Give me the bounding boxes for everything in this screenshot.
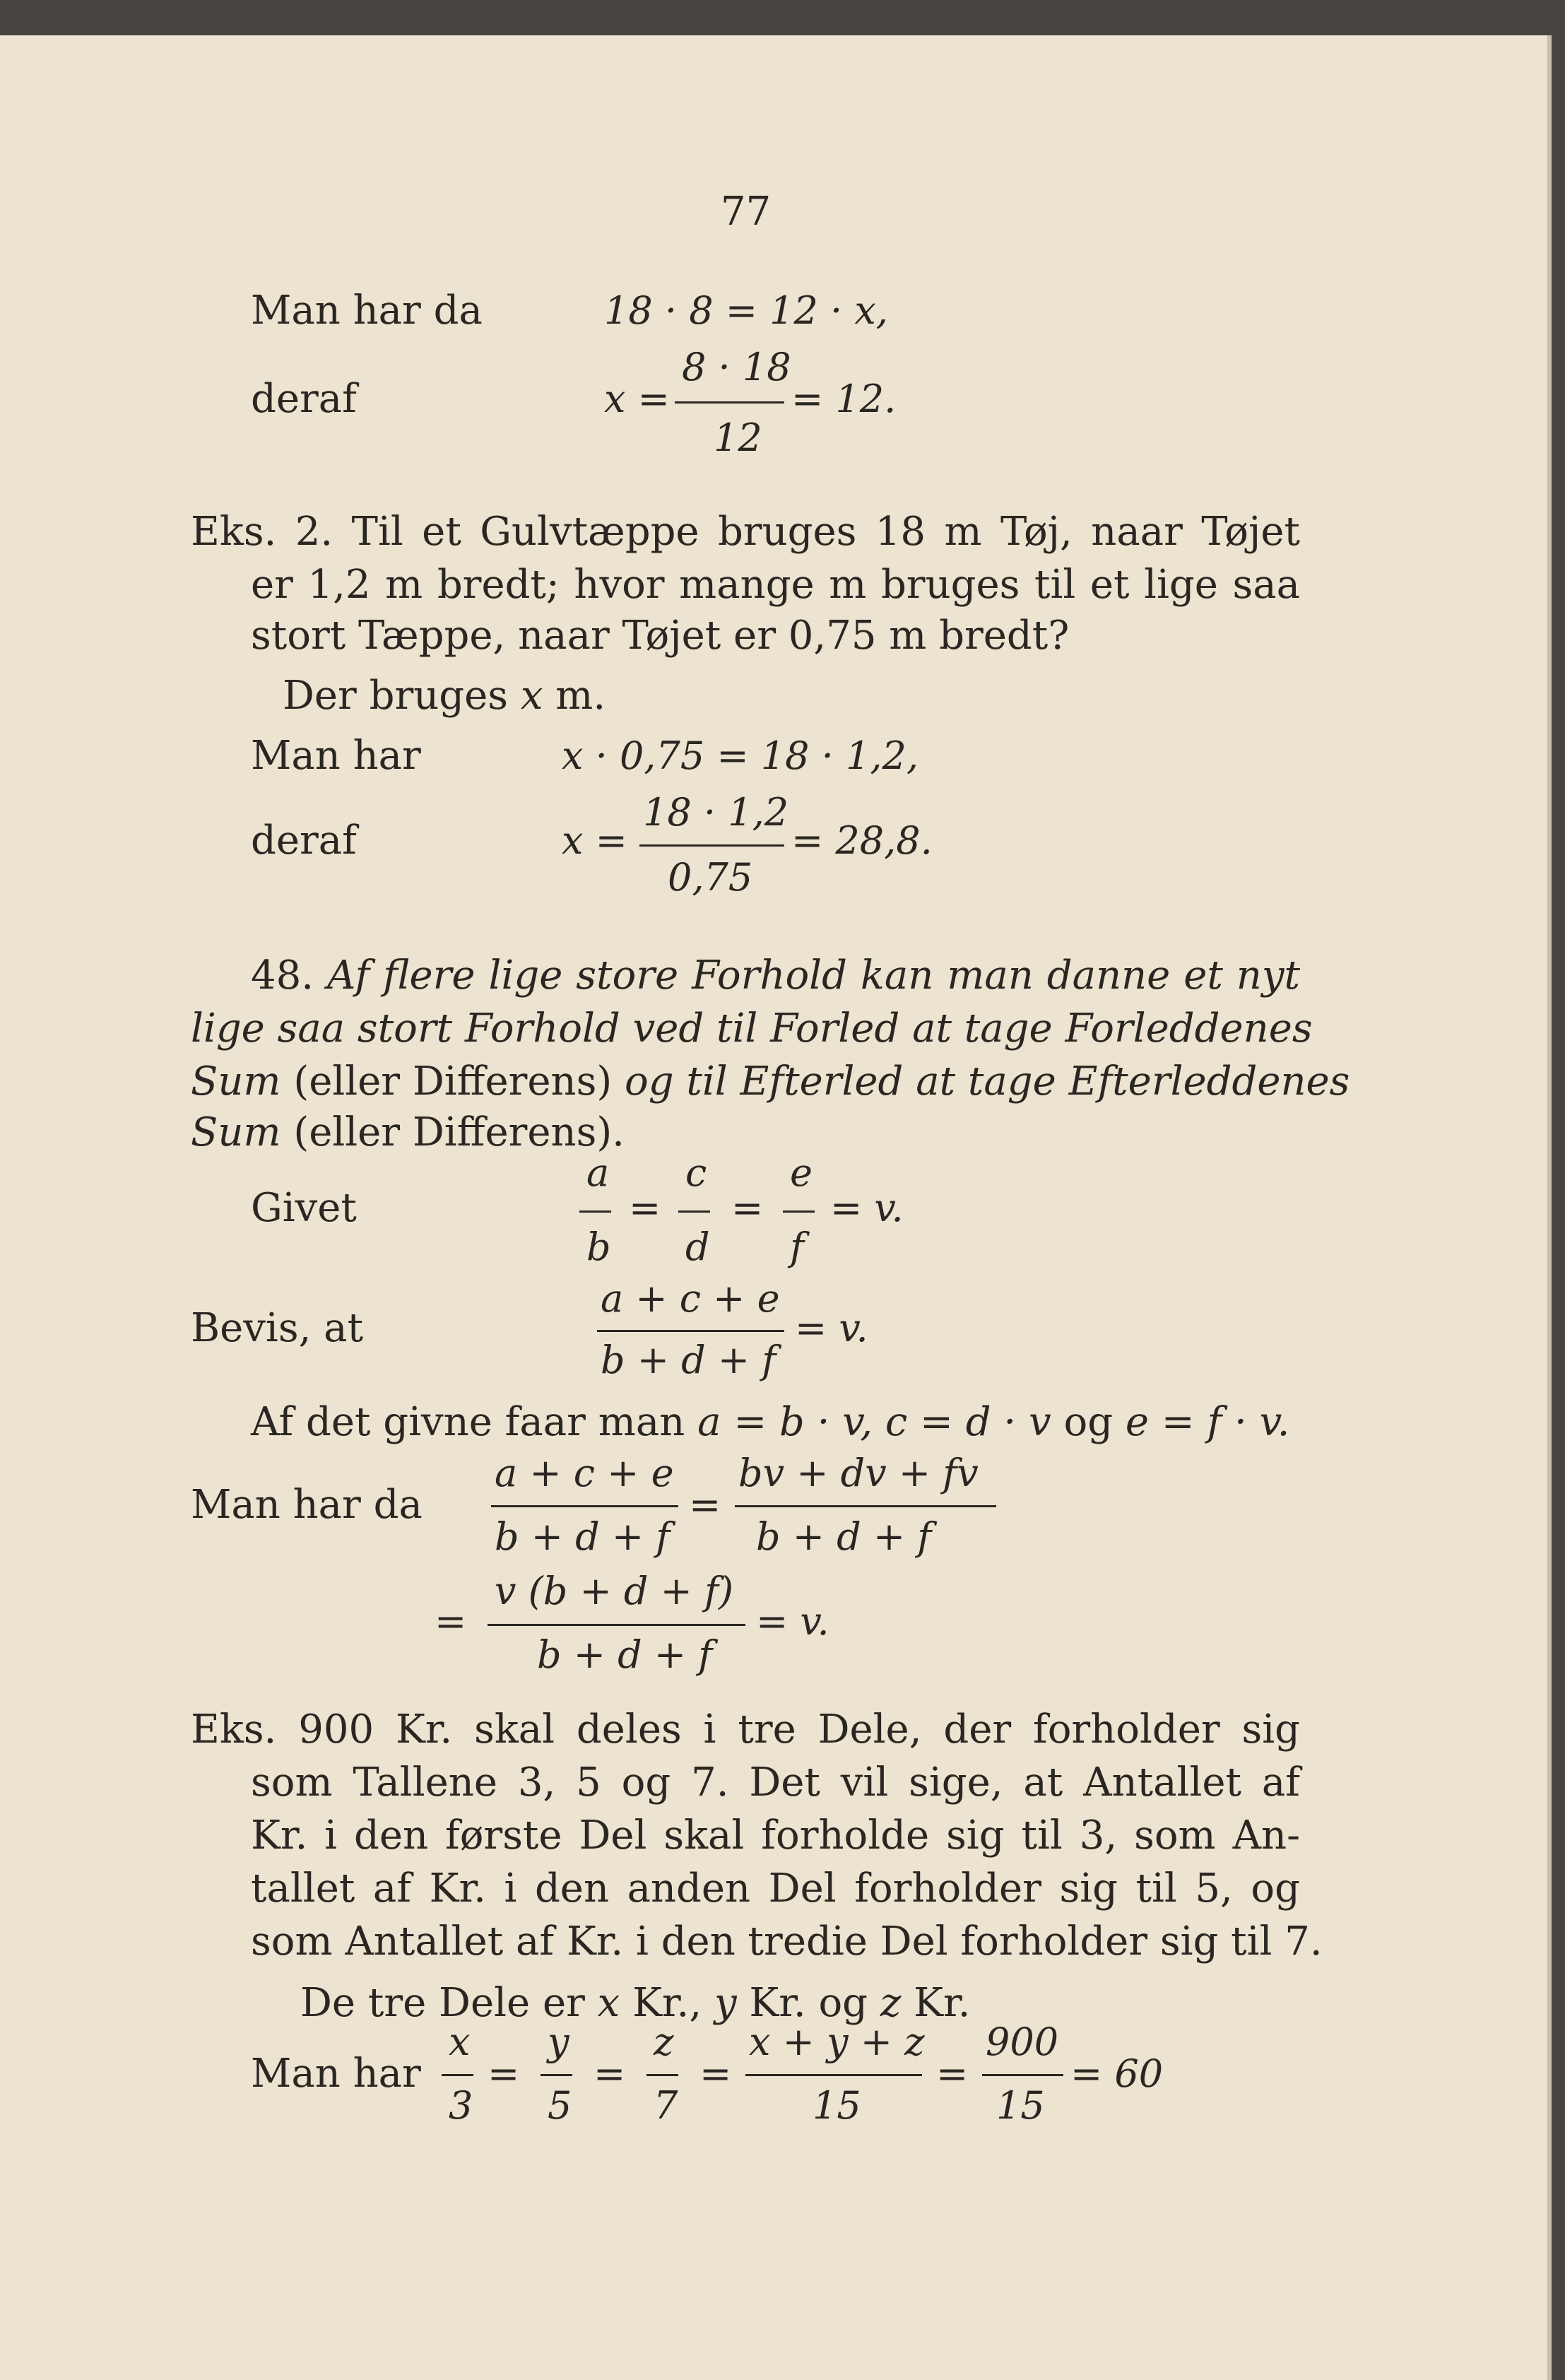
f3-bar (646, 2074, 678, 2076)
f-eq-2: = (593, 2051, 626, 2096)
f3-num: z (654, 2020, 674, 2064)
givet-a: a (586, 1150, 610, 1195)
dele-a: De tre Dele er (300, 1980, 585, 2026)
sec48-line1-text: Af flere lige store Forhold kan man danne et nyt (327, 953, 1300, 998)
fraction-bar-2 (639, 844, 784, 847)
af-det-eq2: c = d · v (885, 1399, 1051, 1445)
givet-e: e (790, 1150, 813, 1195)
man-har-label-final: Man har (251, 2051, 421, 2097)
f1-den: 3 (449, 2083, 473, 2128)
eks-line-4: tallet af Kr. i den anden Del forholder sig til 5, og (251, 1866, 1300, 1911)
bevis-label: Bevis, at (191, 1305, 364, 1351)
dele-d: Kr. (914, 1980, 971, 2026)
dele-y: y (714, 1980, 737, 2026)
sec48-line-4 (191, 1108, 625, 1157)
givet-bar-3 (783, 1210, 815, 1213)
der-bruges-text (283, 671, 606, 721)
af-det-text: Af det givne faar man (251, 1399, 685, 1445)
mhd-den-2: b + d + f (756, 1514, 932, 1559)
eks2-line-1: Eks. 2. Til et Gulvtæppe bruges 18 m Tøj, naar Tøjet (191, 509, 1300, 555)
f1-num: x (449, 2020, 471, 2064)
sec48-line3-rest: og til Efterled at tage Efterleddenes (624, 1059, 1350, 1104)
f2-num: y (548, 2020, 569, 2064)
f2-bar (541, 2074, 572, 2076)
equation-18x8: 18 · 8 = 12 · x, (604, 288, 888, 333)
bevis-denominator: b + d + f (601, 1338, 776, 1382)
mhd-eq: = (689, 1483, 721, 1527)
givet-rhs: = v. (830, 1186, 904, 1230)
dele-c: Kr. og (749, 1980, 868, 2026)
f4-den: 15 (813, 2083, 861, 2128)
mhd-num-1: a + c + e (495, 1451, 674, 1495)
f-eq-3: = (699, 2051, 732, 2096)
result-12: = 12. (791, 377, 897, 421)
f-eq-4: = (936, 2051, 969, 2096)
af-det-og: og (1063, 1399, 1114, 1445)
f1-bar (442, 2074, 473, 2076)
man-har-da-label: Man har da (251, 288, 483, 334)
f5-den: 15 (996, 2083, 1045, 2128)
sec48-differens-1: (eller Differens) (293, 1059, 613, 1104)
givet-label: Givet (251, 1185, 357, 1231)
result-288: = 28,8. (791, 818, 933, 863)
fraction-bar (675, 401, 784, 403)
fraction-denominator-2: 0,75 (668, 855, 753, 900)
eks-line-5: som Antallet af Kr. i den tredie Del forholder sig til 7. (251, 1919, 1323, 1964)
page-number: 77 (721, 189, 772, 235)
book-page (0, 35, 1552, 2380)
fraction-numerator: 8 · 18 (682, 345, 791, 389)
af-det-eq1: a = b · v, (697, 1399, 873, 1445)
bevis-rhs: = v. (795, 1306, 868, 1350)
sec48-sum-2: Sum (191, 1109, 281, 1155)
givet-f: f (790, 1225, 804, 1269)
givet-eq-2: = (731, 1186, 764, 1230)
mhd-num-2: bv + dv + fv (738, 1451, 979, 1495)
eks2-line-3: stort Tæppe, naar Tøjet er 0,75 m bredt? (251, 613, 1070, 659)
mhd-bar-1 (491, 1505, 678, 1507)
mhd-den-3: b + d + f (537, 1632, 713, 1677)
x-equals-2: x = (562, 818, 627, 863)
sec48-sum-1: Sum (191, 1059, 281, 1104)
givet-c: c (685, 1150, 707, 1195)
givet-bar-1 (579, 1210, 611, 1213)
dele-z: z (880, 1980, 902, 2026)
sec48-differens-2: (eller Differens). (293, 1109, 625, 1155)
mhd-lead-eq: = (435, 1599, 467, 1644)
equation-x-075: x · 0,75 = 18 · 1,2, (562, 734, 919, 778)
fraction-numerator-2: 18 · 1,2 (643, 790, 789, 835)
mhd-bar-2 (735, 1505, 996, 1507)
sec48-number: 48. (251, 953, 314, 998)
eks-line-1: Eks. 900 Kr. skal deles i tre Dele, der forholder sig (191, 1707, 1300, 1752)
mhd-bar-3 (488, 1624, 745, 1626)
f3-den: 7 (654, 2083, 678, 2128)
deraf-label-2: deraf (251, 818, 357, 864)
fraction-denominator: 12 (714, 416, 762, 460)
dele-b: Kr., (632, 1980, 702, 2026)
der-bruges-x: x (520, 673, 543, 719)
sec48-line-1 (251, 949, 1300, 1002)
sec48-line-2: lige saa stort Forhold ved til Forled at tage Forleddenes (191, 1006, 1313, 1051)
man-har-label: Man har (251, 733, 421, 779)
af-det-eq3: e = f · v. (1125, 1399, 1290, 1445)
der-bruges-a: Der bruges (283, 673, 509, 719)
f4-bar (745, 2074, 922, 2076)
givet-bar-2 (678, 1210, 710, 1213)
sec48-line-3 (191, 1055, 1350, 1108)
der-bruges-b: m. (555, 673, 606, 719)
eks-line-2: som Tallene 3, 5 og 7. Det vil sige, at Antallet af (251, 1760, 1300, 1805)
af-det-line (251, 1398, 1289, 1447)
mhd-rhs: = v. (756, 1599, 829, 1644)
x-equals: x = (604, 377, 670, 421)
eks-line-3: Kr. i den første Del skal forholde sig til 3, som An- (251, 1813, 1300, 1858)
eks2-line-2: er 1,2 m bredt; hvor mange m bruges til et lige saa (251, 562, 1300, 608)
mhd-num-3: v (b + d + f) (495, 1569, 734, 1613)
f2-den: 5 (548, 2083, 572, 2128)
f4-num: x + y + z (749, 2020, 925, 2064)
dele-x: x (597, 1980, 620, 2026)
mhd-den-1: b + d + f (495, 1514, 671, 1559)
result-60: = 60 (1070, 2051, 1164, 2096)
givet-eq-1: = (629, 1186, 661, 1230)
man-har-da-label-2: Man har da (191, 1482, 423, 1528)
f5-bar (982, 2074, 1063, 2076)
givet-b: b (586, 1225, 611, 1269)
bevis-numerator: a + c + e (601, 1276, 780, 1321)
deraf-label: deraf (251, 376, 357, 422)
givet-d: d (685, 1225, 710, 1269)
bevis-bar (597, 1330, 784, 1332)
f5-num: 900 (986, 2020, 1059, 2064)
f-eq-1: = (488, 2051, 520, 2096)
